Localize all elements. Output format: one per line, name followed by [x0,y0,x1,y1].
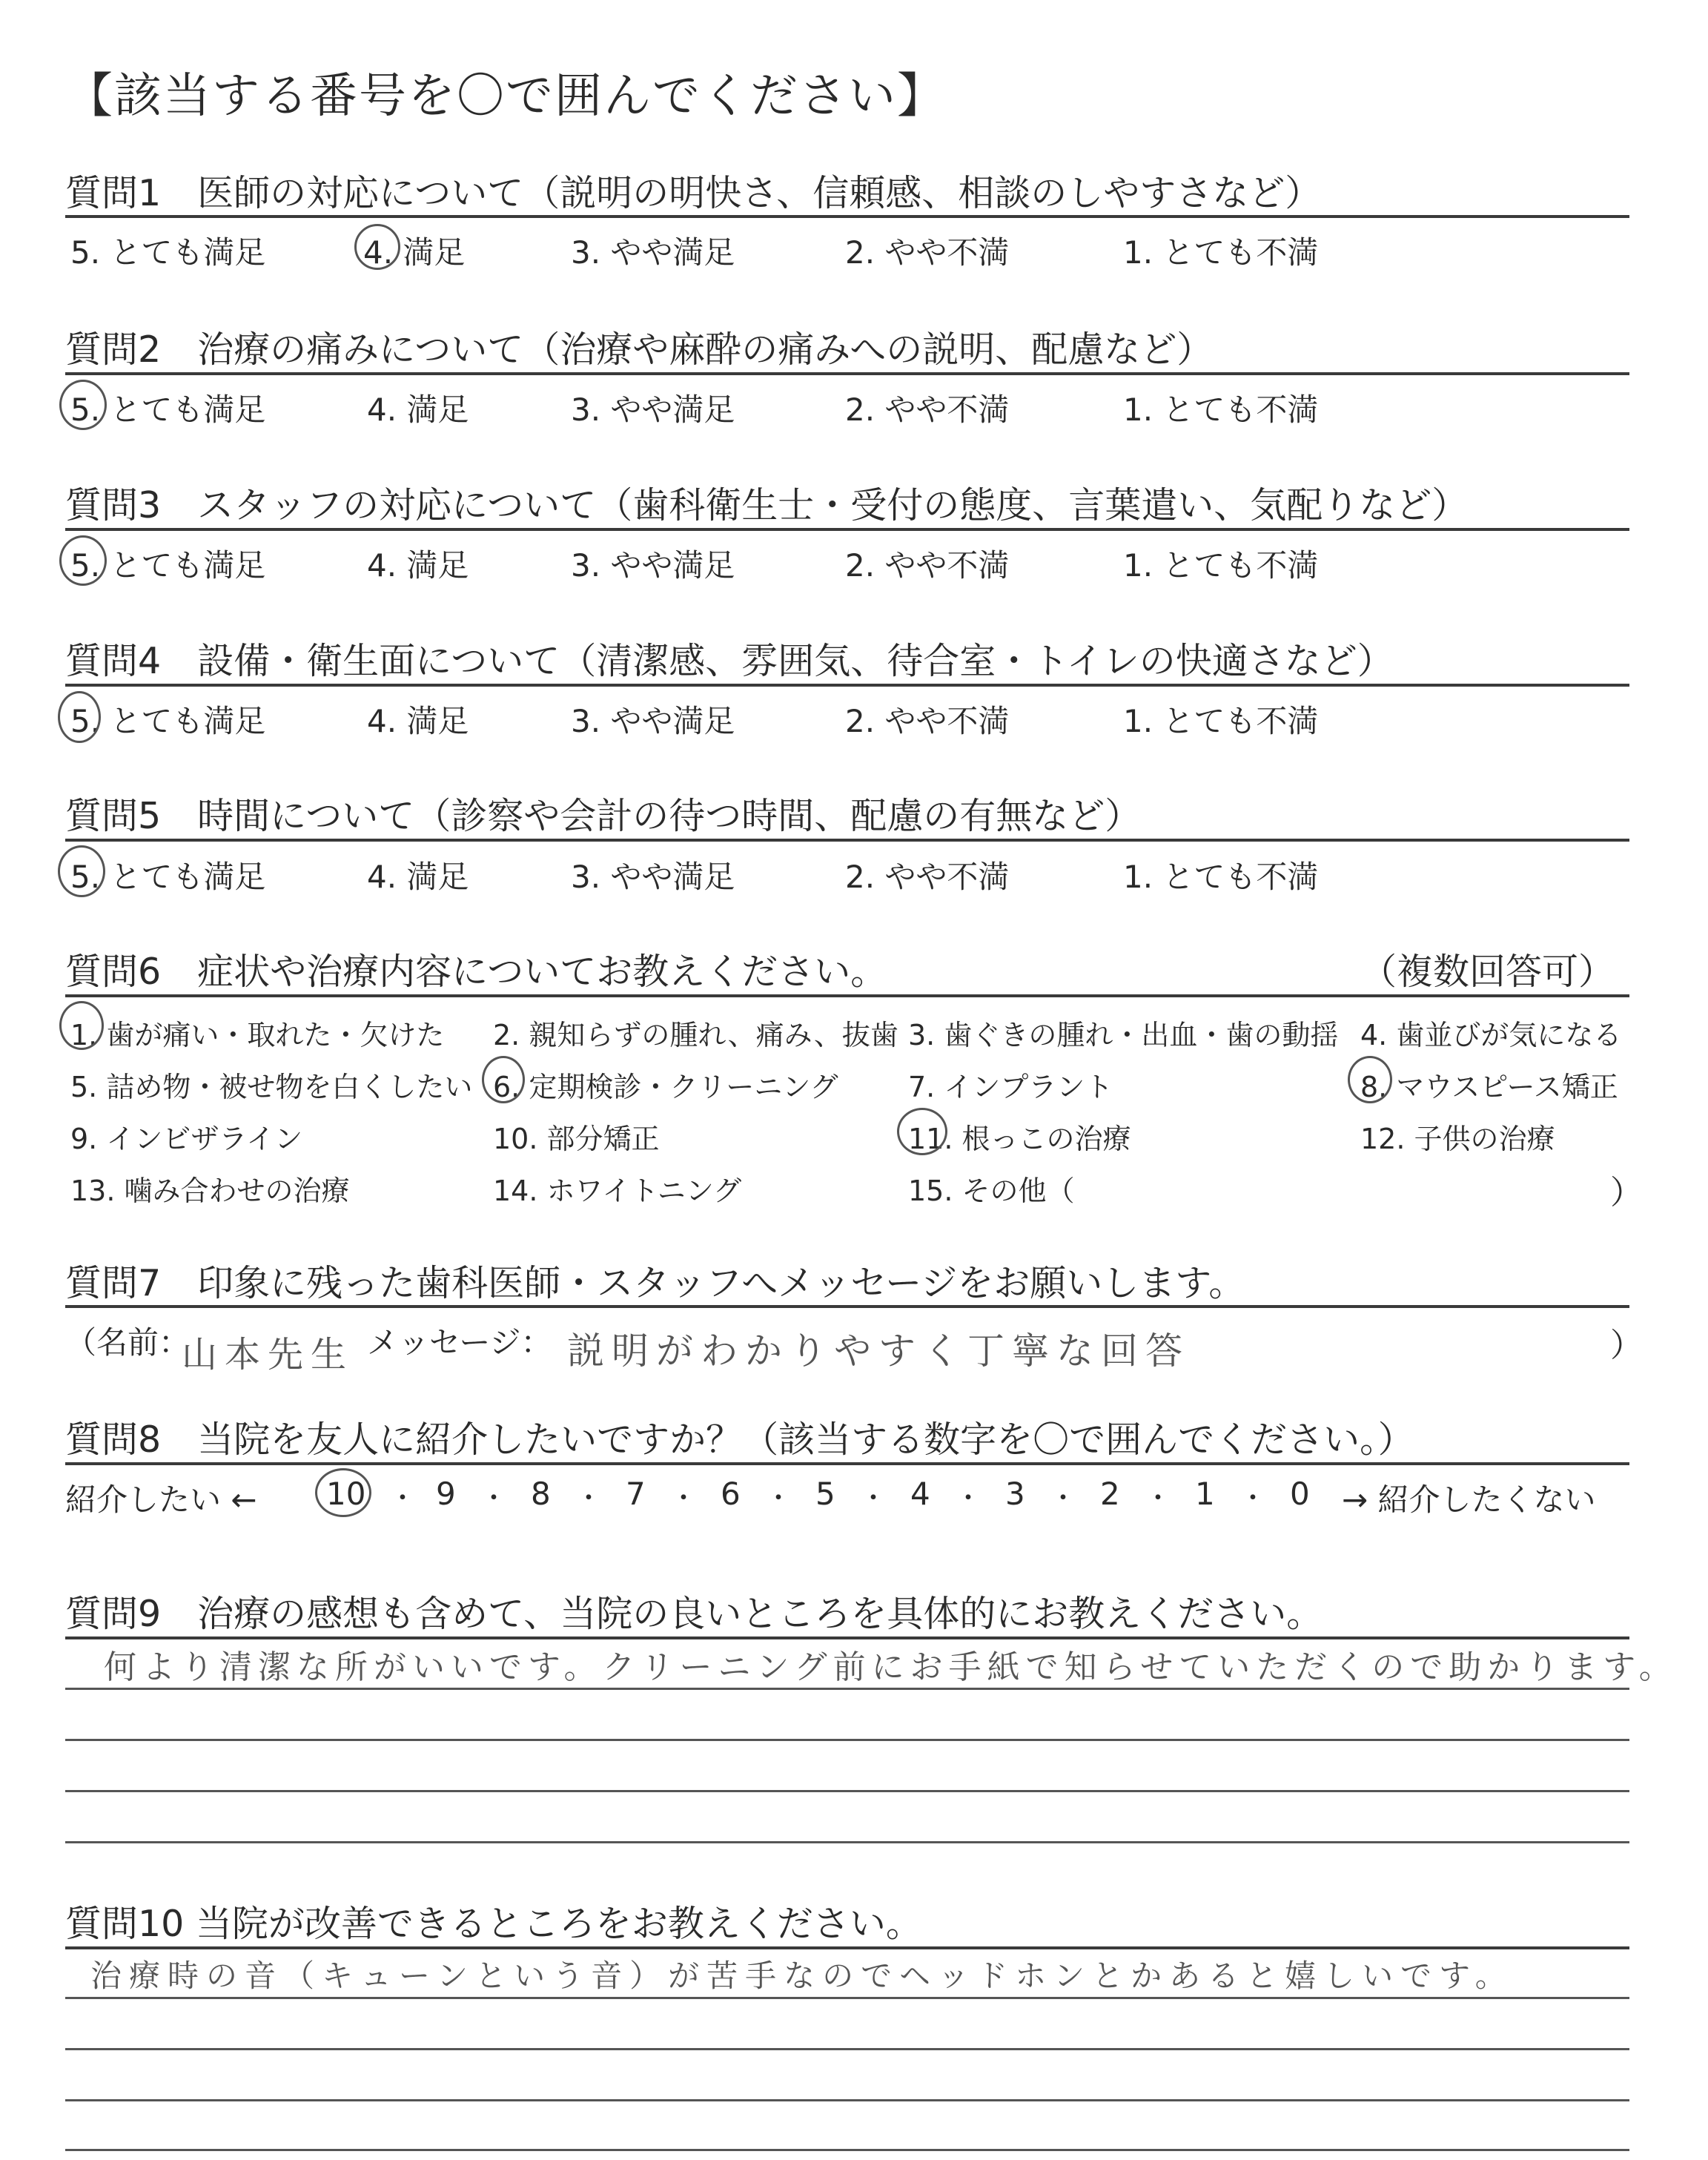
q9-answer[interactable]: 何より清潔な所がいいです。クリーニング前にお手紙で知らせていただくので助かります。 [104,1648,1678,1686]
q2-heading: 質問2 治療の痛みについて（治療や麻酔の痛みへの説明、配慮など） [65,328,1214,371]
q2-option-5[interactable]: 5. とても満足 [70,392,266,428]
q6-selection-circle-1 [59,1001,104,1050]
q8-scale-7[interactable]: 7 [626,1476,646,1512]
q6-option-7[interactable]: 7. インプラント [908,1071,1113,1103]
q2-rule [65,372,1629,375]
q8-separator: ・ [389,1483,417,1513]
q6-option-13[interactable]: 13. 噛み合わせの治療 [70,1175,350,1207]
q3-option-2[interactable]: 2. やや不満 [845,547,1010,584]
q5-rule [65,839,1629,842]
q2-selection-circle [59,380,107,430]
q6-option-10[interactable]: 10. 部分矯正 [493,1123,660,1155]
q10-writing-line [65,2149,1629,2151]
q8-separator: ・ [480,1483,508,1513]
q9-rule [65,1636,1629,1639]
q9-writing-line [65,1841,1629,1843]
q7-message-label: メッセージ： [367,1324,552,1361]
q8-separator: ・ [860,1483,887,1513]
q5-selection-circle [58,845,105,897]
q4-heading: 質問4 設備・衛生面について（清潔感、雰囲気、待合室・トイレの快適さなど） [65,640,1394,682]
q6-selection-circle-8 [1348,1056,1392,1103]
q6-rule [65,994,1629,997]
q2-option-1[interactable]: 1. とても不満 [1123,392,1319,428]
q8-scale-8[interactable]: 8 [531,1476,551,1512]
q1-rule [65,215,1629,218]
q9-writing-line [65,1790,1629,1792]
q8-separator: ・ [575,1483,603,1513]
q1-option-2[interactable]: 2. やや不満 [845,234,1010,271]
q3-option-4[interactable]: 4. 満足 [367,547,469,584]
q1-option-5[interactable]: 5. とても満足 [70,234,266,271]
q5-option-2[interactable]: 2. やや不満 [845,859,1010,895]
q6-option-9[interactable]: 9. インビザライン [70,1123,303,1155]
q8-separator: ・ [765,1483,792,1513]
q5-option-3[interactable]: 3. やや満足 [571,859,735,895]
q8-separator: ・ [670,1483,698,1513]
q5-option-5[interactable]: 5. とても満足 [70,859,266,895]
q8-scale-2[interactable]: 2 [1100,1476,1120,1512]
q8-scale-0[interactable]: 0 [1290,1476,1310,1512]
q8-scale-9[interactable]: 9 [436,1476,456,1512]
q8-scale-1[interactable]: 1 [1195,1476,1215,1512]
q8-heading: 質問8 当院を友人に紹介したいですか？（該当する数字を〇で囲んでください。） [65,1418,1414,1461]
q4-option-4[interactable]: 4. 満足 [367,703,469,739]
q6-option-4[interactable]: 4. 歯並びが気になる [1360,1019,1622,1051]
q10-rule [65,1946,1629,1949]
q3-heading: 質問3 スタッフの対応について（歯科衛生士・受付の態度、言葉遣い、気配りなど） [65,484,1469,526]
q2-option-4[interactable]: 4. 満足 [367,392,469,428]
q4-option-3[interactable]: 3. やや満足 [571,703,735,739]
q8-left-label: 紹介したい ← [65,1482,257,1518]
q8-separator: ・ [1239,1483,1267,1513]
q2-option-2[interactable]: 2. やや不満 [845,392,1010,428]
q7-close-paren: ） [1610,1327,1643,1364]
q8-scale-10[interactable]: 10 [326,1476,366,1512]
q7-message-value[interactable]: 説明がわかりやすく丁寧な回答 [567,1330,1190,1373]
q6-note: （複数回答可） [1360,951,1615,993]
q1-option-3[interactable]: 3. やや満足 [571,234,735,271]
q3-rule [65,528,1629,531]
q6-selection-circle-11 [897,1108,947,1155]
q8-scale-3[interactable]: 3 [1005,1476,1025,1512]
q2-option-3[interactable]: 3. やや満足 [571,392,735,428]
q8-rule [65,1462,1629,1465]
q6-option-2[interactable]: 2. 親知らずの腫れ、痛み、抜歯 [493,1019,898,1051]
q5-option-1[interactable]: 1. とても不満 [1123,859,1319,895]
q10-writing-line [65,2099,1629,2101]
q8-scale-6[interactable]: 6 [721,1476,741,1512]
q6-other-close-paren: ） [1610,1174,1643,1212]
q7-name-label: （名前： [65,1324,191,1361]
q3-option-1[interactable]: 1. とても不満 [1123,547,1319,584]
q8-separator: ・ [1145,1483,1172,1513]
q1-option-4[interactable]: 4. 満足 [363,234,466,271]
page-title: 【該当する番号を〇で囲んでください】 [65,69,946,124]
q1-option-1[interactable]: 1. とても不満 [1123,234,1319,271]
q6-option-11[interactable]: 11. 根っこの治療 [908,1123,1131,1155]
q6-option-8[interactable]: 8. マウスピース矯正 [1360,1071,1618,1103]
q8-separator: ・ [955,1483,982,1513]
q4-selection-circle [58,691,101,743]
q9-writing-line [65,1688,1629,1690]
q5-heading: 質問5 時間について（診察や会計の待つ時間、配慮の有無など） [65,795,1142,837]
q7-rule [65,1305,1629,1308]
q6-heading: 質問6 症状や治療内容についてお教えください。 [65,951,887,993]
q10-writing-line [65,1997,1629,1999]
q9-writing-line [65,1739,1629,1741]
q6-option-12[interactable]: 12. 子供の治療 [1360,1123,1555,1155]
q10-answer[interactable]: 治療時の音（キューンという音）が苦手なのでヘッドホンとかあると嬉しいです。 [90,1958,1514,1994]
q7-heading: 質問7 印象に残った歯科医師・スタッフへメッセージをお願いします。 [65,1262,1245,1304]
q8-selection-circle [315,1468,371,1517]
q6-option-6[interactable]: 6. 定期検診・クリーニング [493,1071,838,1103]
q8-right-label: → 紹介したくない [1342,1482,1596,1518]
q7-name-value[interactable]: 山本先生 [182,1334,354,1375]
q6-option-14[interactable]: 14. ホワイトニング [493,1175,742,1207]
q10-heading: 質問10 当院が改善できるところをお教えください。 [65,1903,922,1945]
q6-option-15[interactable]: 15. その他（ [908,1175,1075,1207]
q10-writing-line [65,2048,1629,2050]
q9-heading: 質問9 治療の感想も含めて、当院の良いところを具体的にお教えください。 [65,1593,1323,1635]
q4-rule [65,684,1629,687]
q4-option-1[interactable]: 1. とても不満 [1123,703,1319,739]
q3-option-5[interactable]: 5. とても満足 [70,547,266,584]
q8-scale-4[interactable]: 4 [910,1476,930,1512]
q8-scale-5[interactable]: 5 [815,1476,835,1512]
q5-option-4[interactable]: 4. 満足 [367,859,469,895]
q3-option-3[interactable]: 3. やや満足 [571,547,735,584]
q3-selection-circle [59,535,107,586]
q6-option-3[interactable]: 3. 歯ぐきの腫れ・出血・歯の動揺 [908,1019,1339,1051]
q6-selection-circle-6 [482,1056,525,1103]
q4-option-2[interactable]: 2. やや不満 [845,703,1010,739]
q1-heading: 質問1 医師の対応について（説明の明快さ、信頼感、相談のしやすさなど） [65,172,1322,214]
q8-separator: ・ [1050,1483,1077,1513]
q4-option-5[interactable]: 5. とても満足 [70,703,266,739]
q1-selection-circle [354,224,400,270]
q6-option-5[interactable]: 5. 詰め物・被せ物を白くしたい [70,1071,473,1103]
q6-option-1[interactable]: 1. 歯が痛い・取れた・欠けた [70,1019,445,1051]
